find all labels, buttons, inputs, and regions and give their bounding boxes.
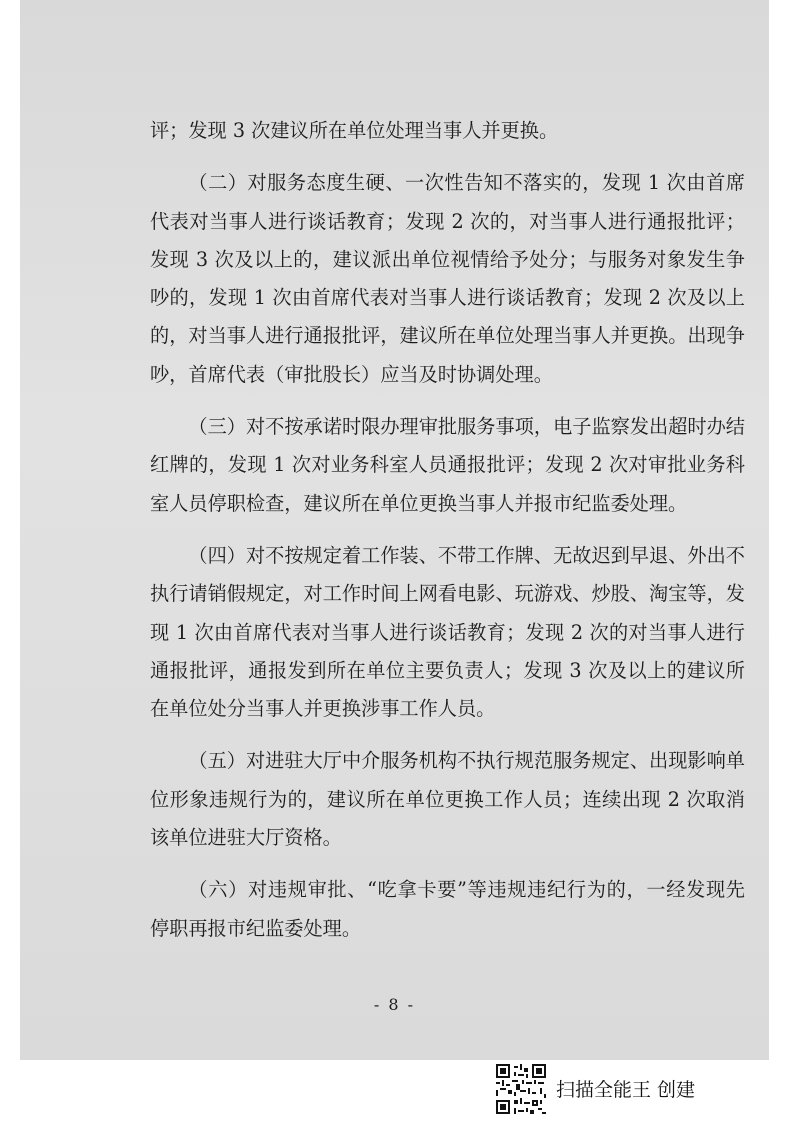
paragraph-2: （三）对不按承诺时限办理审批服务事项，电子监察发出超时办结红牌的，发现 1 次对业务科室人员通报批评；发现 2 次对审批业务科室人员停职检查，建议所在单位更换当事人并报市纪监委处理。 — [150, 415, 745, 515]
paragraph-1: （二）对服务态度生硬、一次性告知不落实的，发现 1 次由首席代表对当事人进行谈话教育；发现 2 次的，对当事人进行通报批评；发现 3 次及以上的，建议派出单位视情给予处分；与服务对象发生争吵的，发现 1 次由首席代表对当事人进行谈话教育；发现 2 次及以上的，对当事人进行通报批评，建议所在单位处理当事人并更换。出现争吵，首席代表（审批股长）应当及时协调处理。 — [150, 171, 745, 386]
scanner-brand-label: 扫描全能王 创建 — [556, 1079, 696, 1101]
page-number: - 8 - — [373, 995, 416, 1014]
scanned-page — [20, 0, 769, 1060]
paragraph-0: 评；发现 3 次建议所在单位处理当事人并更换。 — [150, 119, 559, 142]
paragraph-3: （四）对不按规定着工作装、不带工作牌、无故迟到早退、外出不执行请销假规定，对工作时间上网看电影、玩游戏、炒股、淘宝等，发现 1 次由首席代表对当事人进行谈话教育；发现 2 次的对当事人进行通报批评，通报发到所在单位主要负责人；发现 3 次及以上的建议所在单位处分当事人并更换涉事工作人员。 — [150, 543, 745, 721]
document-body — [150, 112, 745, 948]
paragraph-5: （六）对违规审批、“吃拿卡要”等违规违纪行为的，一经发现先停职再报市纪监委处理。 — [150, 878, 745, 940]
paragraph-4: （五）对进驻大厅中介服务机构不执行规范服务规定、出现影响单位形象违规行为的，建议所在单位更换工作人员；连续出现 2 次取消该单位进驻大厅资格。 — [150, 749, 745, 850]
qr-code-icon — [496, 1064, 546, 1114]
